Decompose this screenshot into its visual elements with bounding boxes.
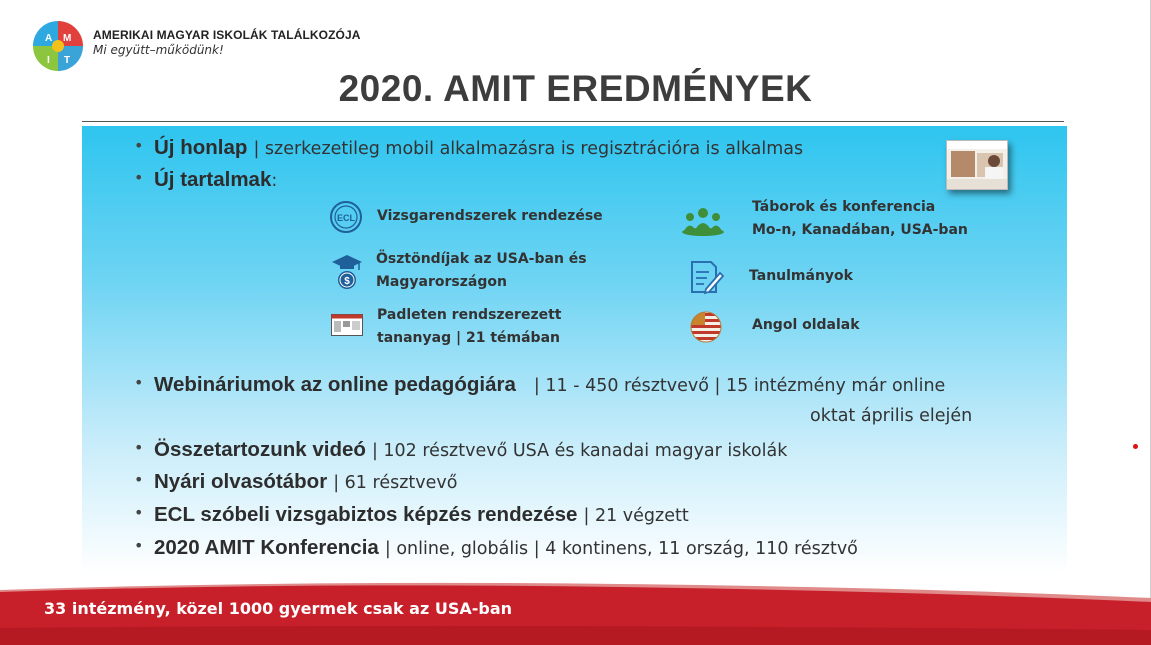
bullet-detail: | online, globális | 4 kontinens, 11 ország, 110 résztvő	[384, 539, 858, 559]
bullet-strong: ECL szóbeli vizsgabiztos képzés rendezése	[154, 503, 578, 526]
feature-text-line1: Táborok és konferencia	[752, 199, 936, 215]
bullet-detail: | 11 - 450 résztvevő | 15 intézmény már online	[533, 376, 946, 396]
org-title: AMERIKAI MAGYAR ISKOLÁK TALÁLKOZÓJA	[93, 28, 361, 42]
feature-text-line1: Ösztöndíjak az USA-ban és	[376, 251, 587, 267]
bullet-strong: 2020 AMIT Konferencia	[154, 536, 379, 559]
ecl-icon	[330, 201, 362, 233]
bullet-strong: Összetartozunk videó	[154, 438, 366, 461]
feature-text-line2: Mo-n, Kanadában, USA-ban	[752, 222, 968, 238]
org-tagline: Mi együtt–működünk!	[93, 43, 224, 57]
laser-pointer-dot	[1133, 444, 1138, 449]
feature-text-line1: Padleten rendszerezett	[377, 307, 562, 323]
svg-text:T: T	[64, 55, 71, 66]
bullet-strong: Webináriumok az online pedagógiára	[154, 373, 516, 396]
slide-title: 2020. AMIT EREDMÉNYEK	[338, 68, 813, 109]
bullet-video: • Összetartozunk videó | 102 résztvevő USA és kanadai magyar iskolák	[134, 438, 788, 461]
website-screenshot-thumbnail	[946, 140, 1008, 190]
title-divider	[82, 121, 1064, 122]
feature-text-line2: Magyarországon	[376, 274, 507, 290]
feature-text: Vizsgarendszerek rendezése	[377, 208, 603, 224]
bullet-detail: | 102 résztvevő USA és kanadai magyar iskolák	[371, 441, 788, 461]
feature-text: Tanulmányok	[749, 268, 853, 284]
bullet-strong: Új honlap	[154, 136, 248, 159]
feature-exams	[377, 205, 603, 228]
bullet-reading-camp: • Nyári olvasótábor | 61 résztvevő	[134, 470, 458, 493]
feature-text-line2: tananyag | 21 témában	[377, 330, 560, 346]
bullet-new-website: • Új honlap | szerkezetileg mobil alkalmazásra is regisztrációra is alkalmas	[134, 136, 804, 159]
feature-scholarships	[376, 248, 587, 294]
feature-padlet	[377, 304, 561, 350]
feature-studies	[749, 265, 853, 288]
feature-text: Angol oldalak	[752, 317, 860, 333]
footer-text: 33 intézmény, közel 1000 gyermek csak az USA-ban	[44, 599, 513, 618]
org-header	[93, 28, 361, 57]
feature-camps	[752, 196, 968, 242]
bullet-new-content: • Új tartalmak:	[134, 168, 278, 191]
bullet-strong: Új tartalmak	[154, 168, 272, 191]
svg-text:ECL: ECL	[337, 213, 355, 223]
svg-text:$: $	[344, 276, 350, 287]
bullet-strong: Nyári olvasótábor	[154, 470, 328, 493]
svg-text:I: I	[47, 55, 50, 66]
bullet-webinars-cont: oktat április elején	[810, 406, 973, 426]
bullet-detail: | 21 végzett	[583, 506, 689, 526]
feature-english-pages	[752, 314, 860, 337]
padlet-icon	[331, 314, 363, 336]
svg-text:M: M	[63, 33, 72, 44]
bullet-detail: | 61 résztvevő	[333, 473, 458, 493]
us-flag-globe-icon	[690, 311, 722, 343]
document-pen-icon	[689, 259, 725, 295]
bullet-detail: :	[271, 171, 278, 191]
bullet-ecl-training: • ECL szóbeli vizsgabiztos képzés rendezése | 21 végzett	[134, 503, 689, 526]
svg-text:A: A	[45, 33, 53, 44]
amit-logo-icon	[33, 21, 83, 71]
graduation-cap-coin-icon	[331, 253, 363, 291]
bullet-conference: • 2020 AMIT Konferencia | online, globális | 4 kontinens, 11 ország, 110 résztvő	[134, 536, 858, 559]
group-icon	[681, 204, 725, 236]
bullet-webinars: • Webináriumok az online pedagógiára | 11 - 450 résztvevő | 15 intézmény már online	[134, 373, 946, 396]
bullet-detail: | szerkezetileg mobil alkalmazásra is regisztrációra is alkalmas	[253, 139, 804, 159]
